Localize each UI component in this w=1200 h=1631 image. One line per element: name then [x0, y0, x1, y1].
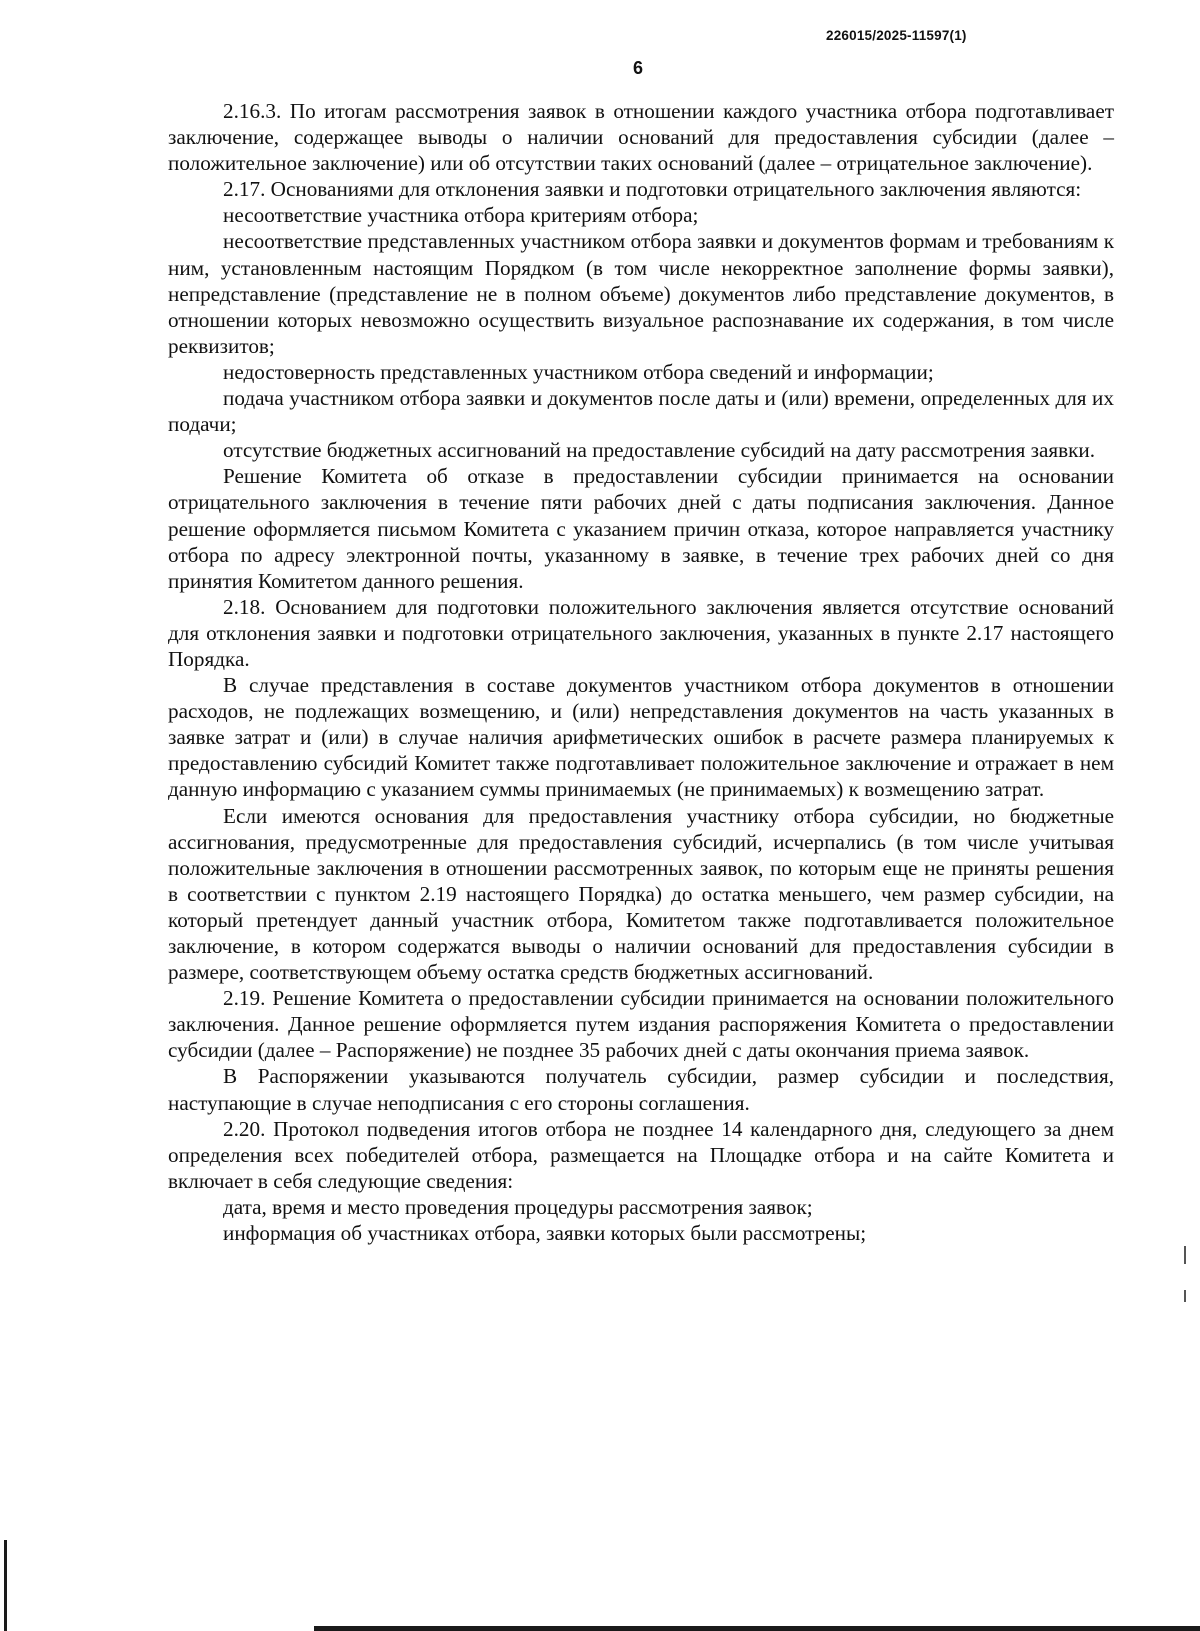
document-id: 226015/2025-11597(1): [826, 28, 967, 43]
list-item: подача участником отбора заявки и документов после даты и (или) времени, определенных для их подачи;: [168, 386, 1114, 437]
paragraph-2-16-3: 2.16.3. По итогам рассмотрения заявок в отношении каждого участника отбора подготавливает заключение, содержащее выводы о наличии оснований для предоставления субсидии (далее – положительное заключение) или об отсутствии таких оснований (далее – отрицательное заключение).: [168, 99, 1114, 176]
list-item: информация об участниках отбора, заявки которых были рассмотрены;: [223, 1221, 867, 1246]
paragraph-documents-case: В случае представления в составе документов участником отбора документов в отношении расходов, не подлежащих возмещению, и (или) непредставления документов на часть указанных в заявке затрат и (или) в случае наличия арифметических ошибок в расчете размера планируемых к предоставлению субсидий Комитет также подготавливает положительное заключение и отражает в нем данную информацию с указанием суммы принимаемых (не принимаемых) к возмещению затрат.: [168, 673, 1114, 802]
document-body: [168, 98, 1114, 1246]
paragraph-2-17: 2.17. Основаниями для отклонения заявки и подготовки отрицательного заключения являются:: [223, 177, 1082, 202]
paragraph-2-19: 2.19. Решение Комитета о предоставлении субсидии принимается на основании положительного заключения. Данное решение оформляется путем издания распоряжения Комитета о предоставлении субсидии (далее – Распоряжение) не позднее 35 рабочих дней с даты окончания приема заявок.: [168, 986, 1114, 1063]
scan-edge-left: [4, 1540, 7, 1631]
paragraph-order-contents: В Распоряжении указываются получатель субсидии, размер субсидии и последствия, наступающие в случае неподписания с его стороны соглашения.: [168, 1064, 1114, 1115]
list-item: недостоверность представленных участником отбора сведений и информации;: [223, 359, 934, 384]
scan-mark: [1184, 1290, 1186, 1302]
paragraph-2-18: 2.18. Основанием для подготовки положительного заключения является отсутствие оснований для отклонения заявки и подготовки отрицательного заключения, указанных в пункте 2.17 настоящего Порядка.: [168, 594, 1114, 671]
paragraph-budget-case: Если имеются основания для предоставления участнику отбора субсидии, но бюджетные ассигнования, предусмотренные для предоставления субсидий, исчерпались (в том числе учитывая положительные заключения в отношении рассмотренных заявок, по которым еще не приняты решения в соответствии с пунктом 2.19 настоящего Порядка) до остатка меньшего, чем размер субсидии, на который претендует данный участник отбора, Комитетом также подготавливается положительное заключение, в котором содержатся выводы о наличии оснований для предоставления субсидии в размере, соответствующем объему остатка средств бюджетных ассигнований.: [168, 803, 1114, 985]
list-item: несоответствие участника отбора критериям отбора;: [223, 203, 699, 228]
page-number: 6: [633, 58, 644, 78]
paragraph-refusal-decision: Решение Комитета об отказе в предоставлении субсидии принимается на основании отрицательного заключения в течение пяти рабочих дней с даты подписания заключения. Данное решение оформляется письмом Комитета с указанием причин отказа, которое направляется участнику отбора по адресу электронной почты, указанному в заявке, в течение трех рабочих дней со дня принятия Комитетом данного решения.: [168, 464, 1114, 593]
list-item: отсутствие бюджетных ассигнований на предоставление субсидий на дату рассмотрения заявки.: [223, 438, 1096, 463]
paragraph-2-20: 2.20. Протокол подведения итогов отбора не позднее 14 календарного дня, следующего за днем определения всех победителей отбора, размещается на Площадке отбора и на сайте Комитета и включает в себя следующие сведения:: [168, 1116, 1114, 1193]
list-item: несоответствие представленных участником отбора заявки и документов формам и требованиям к ним, установленным настоящим Порядком (в том числе некорректное заполнение формы заявки), непредставление (представление не в полном объеме) документов либо представление документов, в отношении которых невозможно осуществить визуальное распознавание их содержания, в том числе реквизитов;: [168, 229, 1114, 358]
scan-mark: [1184, 1246, 1186, 1264]
scan-edge-bottom: [314, 1626, 1200, 1631]
list-item: дата, время и место проведения процедуры рассмотрения заявок;: [223, 1194, 813, 1219]
